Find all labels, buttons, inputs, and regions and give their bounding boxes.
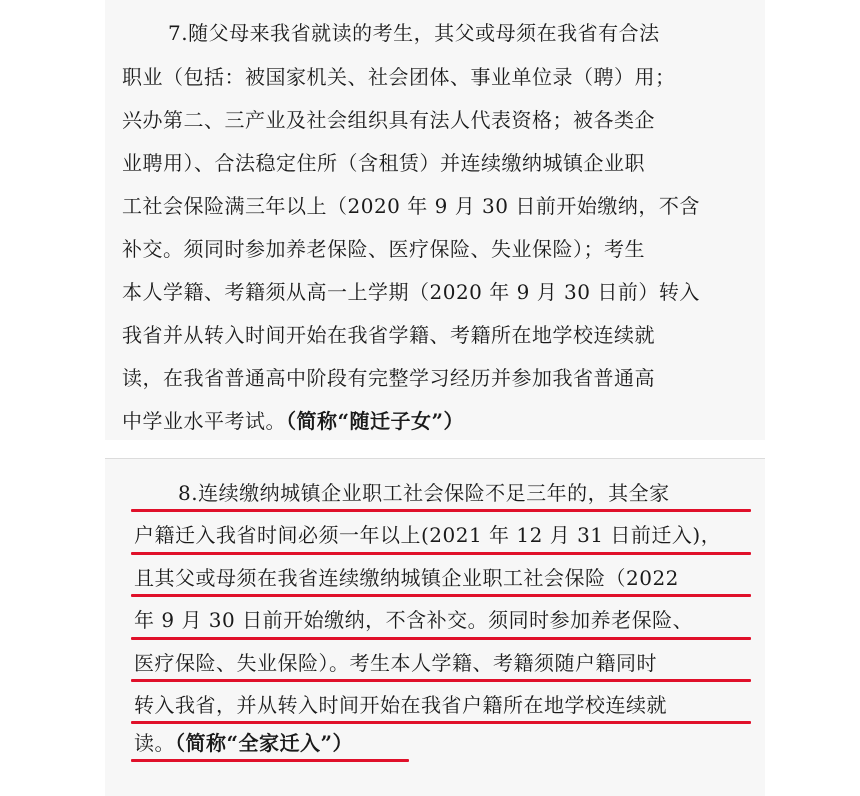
red-underline-5 [131,679,751,682]
section-7-line-3: 兴办第二、三产业及社会组织具有法人代表资格；被各类企 [122,108,655,132]
section-8-line-1: 8.连续缴纳城镇企业职工社会保险不足三年的，其全家 [178,481,670,505]
section-7-line-1: 7.随父母来我省就读的考生，其父或母须在我省有合法 [168,21,660,45]
section-8-line-6: 转入我省，并从转入时间开始在我省户籍所在地学校连续就 [134,693,667,717]
section-7-line-2: 职业（包括：被国家机关、社会团体、事业单位录（聘）用； [122,65,676,89]
red-underline-1 [131,509,751,512]
section-8-line-7 [134,730,353,756]
red-underline-4 [131,637,751,640]
section-7-line-5: 工社会保险满三年以上（2020 年 9 月 30 日前开始缴纳，不含 [122,194,700,218]
section-7-line-9: 读，在我省普通高中阶段有完整学习经历并参加我省普通高 [122,366,655,390]
section-8-line-2: 户籍迁入我省时间必须一年以上(2021 年 12 月 31 日前迁入)， [134,523,722,547]
section-7-line-6: 补交。须同时参加养老保险、医疗保险、失业保险）；考生 [122,237,645,261]
red-underline-2 [131,552,751,555]
section-7-line-10 [122,408,464,434]
section-7-short-name: （简称“随迁子女”） [286,409,465,433]
section-7-line-4: 业聘用）、合法稳定住所（含租赁）并连续缴纳城镇企业职 [122,151,645,175]
red-underline-3 [131,594,751,597]
section-8-last-line-text: 读。 [134,731,175,755]
section-7-line-7: 本人学籍、考籍须从高一上学期（2020 年 9 月 30 日前）转入 [122,280,700,304]
section-7-last-line-text: 中学业水平考试。 [122,409,286,433]
section-8-line-4: 年 9 月 30 日前开始缴纳，不含补交。须同时参加养老保险、 [134,608,694,632]
section-8-line-5: 医疗保险、失业保险）。考生本人学籍、考籍须随户籍同时 [134,651,657,675]
red-underline-6 [131,721,751,724]
section-7-line-8: 我省并从转入时间开始在我省学籍、考籍所在地学校连续就 [122,323,655,347]
section-8-short-name: （简称“全家迁入”） [175,731,354,755]
red-underline-7 [131,759,409,762]
section-8-line-3: 且其父或母须在我省连续缴纳城镇企业职工社会保险（2022 [134,566,679,590]
